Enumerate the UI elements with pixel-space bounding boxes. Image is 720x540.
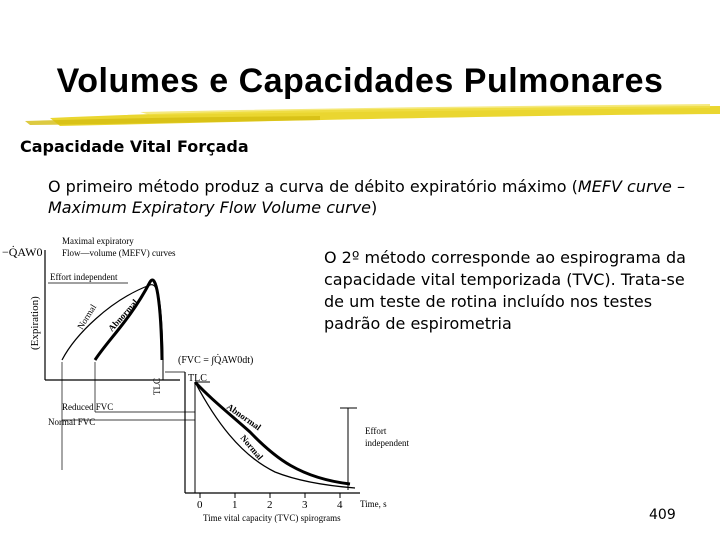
- mefv-normal-label: Normal: [75, 302, 99, 332]
- mefv-abnormal-label: Abnormal: [106, 297, 140, 334]
- page-number: 409: [649, 507, 676, 523]
- tvc-abnormal-label: Abnormal: [224, 401, 263, 433]
- tvc-x-unit: Time, s: [360, 499, 387, 509]
- mefv-curves-label-2: Flow—volume (MEFV) curves: [62, 248, 176, 258]
- tvc-effort-label-1: Effort: [365, 426, 387, 436]
- tvc-tick-2: 2: [267, 499, 273, 511]
- paragraph-tvc: O 2º método corresponde ao espirograma da capacidade vital temporizada (TVC). Trata-se de um teste de rotina incluído nos testes padrão de espirometria: [324, 248, 686, 333]
- section-subtitle: Capacidade Vital Forçada: [20, 137, 249, 156]
- mefv-x-label: (FVC = ∫Q̇AW0dt): [178, 355, 254, 366]
- mefv-y-label: −Q̇AW0: [2, 245, 43, 259]
- tvc-tick-4: 4: [337, 499, 343, 511]
- normal-fvc-label: Normal FVC: [48, 417, 96, 427]
- para1-end: ): [371, 198, 378, 217]
- slide-title: Volumes e Capacidades Pulmonares: [56, 62, 664, 100]
- reduced-fvc-label: Reduced FVC: [62, 402, 114, 412]
- para1-italic: MEFV curve – Maximum Expiratory Flow Volume curve: [48, 177, 685, 217]
- tvc-tick-0: 0: [197, 499, 203, 511]
- tvc-normal-label: Normal: [238, 432, 266, 462]
- tvc-tick-3: 3: [302, 499, 308, 511]
- mefv-curves-label-1: Maximal expiratory: [62, 236, 134, 246]
- para1-text: O primeiro método produz a curva de débito expiratório máximo (: [48, 177, 578, 196]
- tvc-effort-label-2: independent: [365, 438, 409, 448]
- mefv-effort-label: Effort independent: [50, 272, 118, 282]
- mefv-tlc-label: TLC: [152, 378, 162, 395]
- tvc-x-title: Time vital capacity (TVC) spirograms: [203, 513, 341, 523]
- tvc-chart: [48, 372, 409, 523]
- mefv-chart: [2, 236, 253, 470]
- tvc-tlc-label: TLC: [188, 373, 207, 384]
- tvc-tick-1: 1: [232, 499, 238, 511]
- mefv-y-side-label: (Expiration): [29, 296, 41, 350]
